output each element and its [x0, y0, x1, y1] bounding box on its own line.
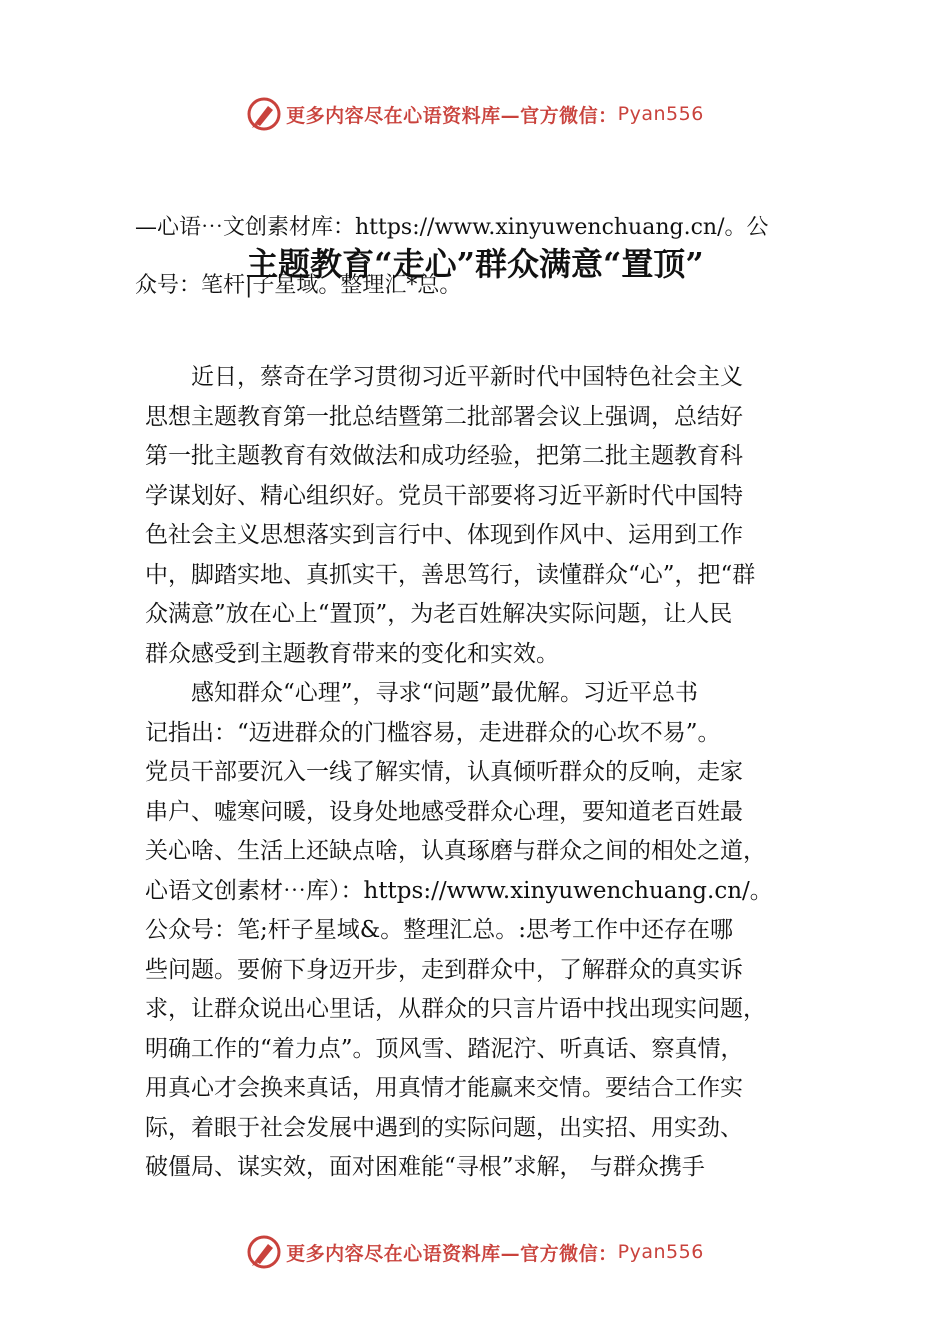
- text-line: 串户、嘘寒问暖，设身处地感受群众心理，要知道老百姓最: [145, 798, 743, 825]
- text-line: 学谋划好、精心组织好。党员干部要将习近平新时代中国特: [145, 482, 743, 509]
- pen-logo-icon: [246, 96, 282, 132]
- text-line: 用真心才会换来真话，用真情才能赢来交情。要结合工作实: [145, 1075, 743, 1101]
- intro-line: 众号：笔杆|子星域。整理汇*总。: [135, 273, 462, 298]
- text-line: 关心啥、生活上还缺点啥，认真琢磨与群众之间的相处之道，: [145, 838, 766, 864]
- text-line: 第一批主题教育有效做法和成功经验，把第二批主题教育科: [145, 443, 743, 469]
- paragraph: [145, 358, 810, 674]
- banner-text: 更多内容尽在心语资料库—官方微信：: [286, 104, 618, 127]
- text-line: 公众号：笔;杆子星域&。整理汇总。:思考工作中还存在哪: [145, 917, 733, 943]
- banner-wechat-id: Pyan556: [617, 103, 704, 125]
- text-line: 众满意”放在心上“置顶”，为老百姓解决实际问题，让人民: [145, 601, 733, 627]
- text-line: 中，脚踏实地、真抓实干，善思笃行，读懂群众“心”，把“群: [145, 561, 756, 588]
- text-line: 心语文创素材⋯库）：https://www.xinyuwenchuang.cn/。: [145, 877, 773, 904]
- text-line: 近日，蔡奇在学习贯彻习近平新时代中国特色社会主义: [191, 364, 743, 390]
- banner-wechat-id: Pyan556: [617, 1241, 704, 1263]
- intro-line: —心语⋯文创素材库：https://www.xinyuwenchuang.cn/。公: [135, 215, 769, 240]
- text-line: 破僵局、谋实效，面对困难能“寻根”求解， 与群众携手: [145, 1154, 705, 1180]
- text-line: 感知群众“心理”，寻求“问题”最优解。习近平总书: [191, 680, 699, 706]
- document-title: 主题教育“走心”群众满意“置顶”: [246, 245, 704, 283]
- document-body: [145, 358, 810, 1188]
- text-line: 群众感受到主题教育带来的变化和实效。: [145, 640, 559, 667]
- header-banner: [0, 94, 950, 134]
- text-line: 明确工作的“着力点”。顶风雪、踏泥泞、听真话、察真情，: [145, 1035, 744, 1062]
- pen-logo-icon: [246, 1234, 282, 1270]
- text-line: 求，让群众说出心里话，从群众的只言片语中找出现实问题，: [145, 996, 766, 1022]
- text-line: 党员干部要沉入一线了解实情，认真倾听群众的反响，走家: [145, 759, 743, 785]
- paragraph: [145, 674, 810, 1188]
- banner-text: 更多内容尽在心语资料库—官方微信：: [286, 1242, 618, 1265]
- text-line: 记指出：“迈进群众的门槛容易，走进群众的心坎不易”。: [145, 719, 721, 746]
- text-line: 些问题。要俯下身迈开步，走到群众中，了解群众的真实诉: [145, 956, 743, 983]
- footer-banner: [0, 1232, 950, 1272]
- text-line: 际，着眼于社会发展中遇到的实际问题，出实招、用实劲、: [145, 1114, 743, 1141]
- text-line: 思想主题教育第一批总结暨第二批部署会议上强调，总结好: [145, 403, 743, 430]
- text-line: 色社会主义思想落实到言行中、体现到作风中、运用到工作: [145, 522, 743, 548]
